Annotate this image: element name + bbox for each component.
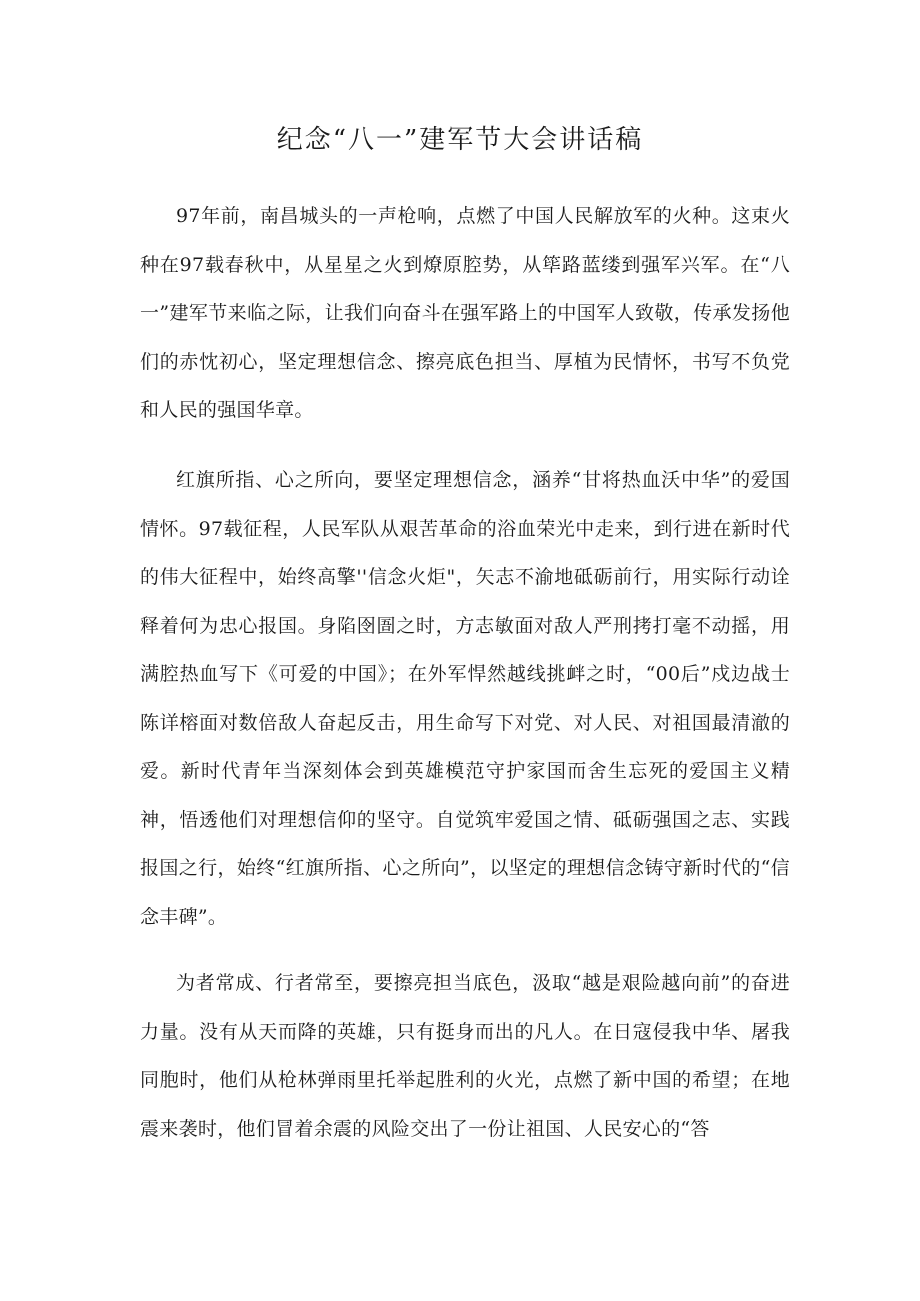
paragraph-2: 红旗所指、心之所向，要坚定理想信念，涵养“甘将热血沃中华”的爱国情怀。97载征程，人民军队从艰苦革命的浴血荣光中走来，到行进在新时代的伟大征程中，始终高擎''信念火炬"，矢志不渝地砥砺前行，用实际行动诠释着何为忠心报国。身陷囹圄之时，方志敏面对敌人严刑拷打毫不动摇，用满腔热血写下《可爱的中国》；在外军悍然越线挑衅之时，“00后”戍边战士陈详榕面对数倍敌人奋起反击，用生命写下对党、对人民、对祖国最清澈的爱。新时代青年当深刻体会到英雄模范守护家国而舍生忘死的爱国主义精神，悟透他们对理想信仰的坚守。自觉筑牢爱国之情、砥砺强国之志、实践报国之行，始终“红旗所指、心之所向”，以坚定的理想信念铸守新时代的“信念丰碑”。 — [140, 469, 790, 928]
document-title: 纪念“八一”建军节大会讲话稿 — [276, 125, 644, 155]
paragraph-3: 为者常成、行者常至，要擦亮担当底色，汲取“越是艰险越向前”的奋进力量。没有从天而降的英雄，只有挺身而出的凡人。在日寇侵我中华、屠我同胞时，他们从枪林弹雨里托举起胜利的火光，点燃了新中国的希望；在地震来袭时，他们冒着余震的风险交出了一份让祖国、人民安心的“答 — [140, 972, 790, 1140]
paragraph-1: 97年前，南昌城头的一声枪响，点燃了中国人民解放军的火种。这束火种在97载春秋中，从星星之火到燎原腔势，从筚路蓝缕到强军兴军。在“八一”建军节来临之际，让我们向奋斗在强军路上的中国军人致敬，传承发扬他们的赤忱初心，坚定理想信念、擦亮底色担当、厚植为民情怀，书写不负党和人民的强国华章。 — [140, 205, 790, 421]
